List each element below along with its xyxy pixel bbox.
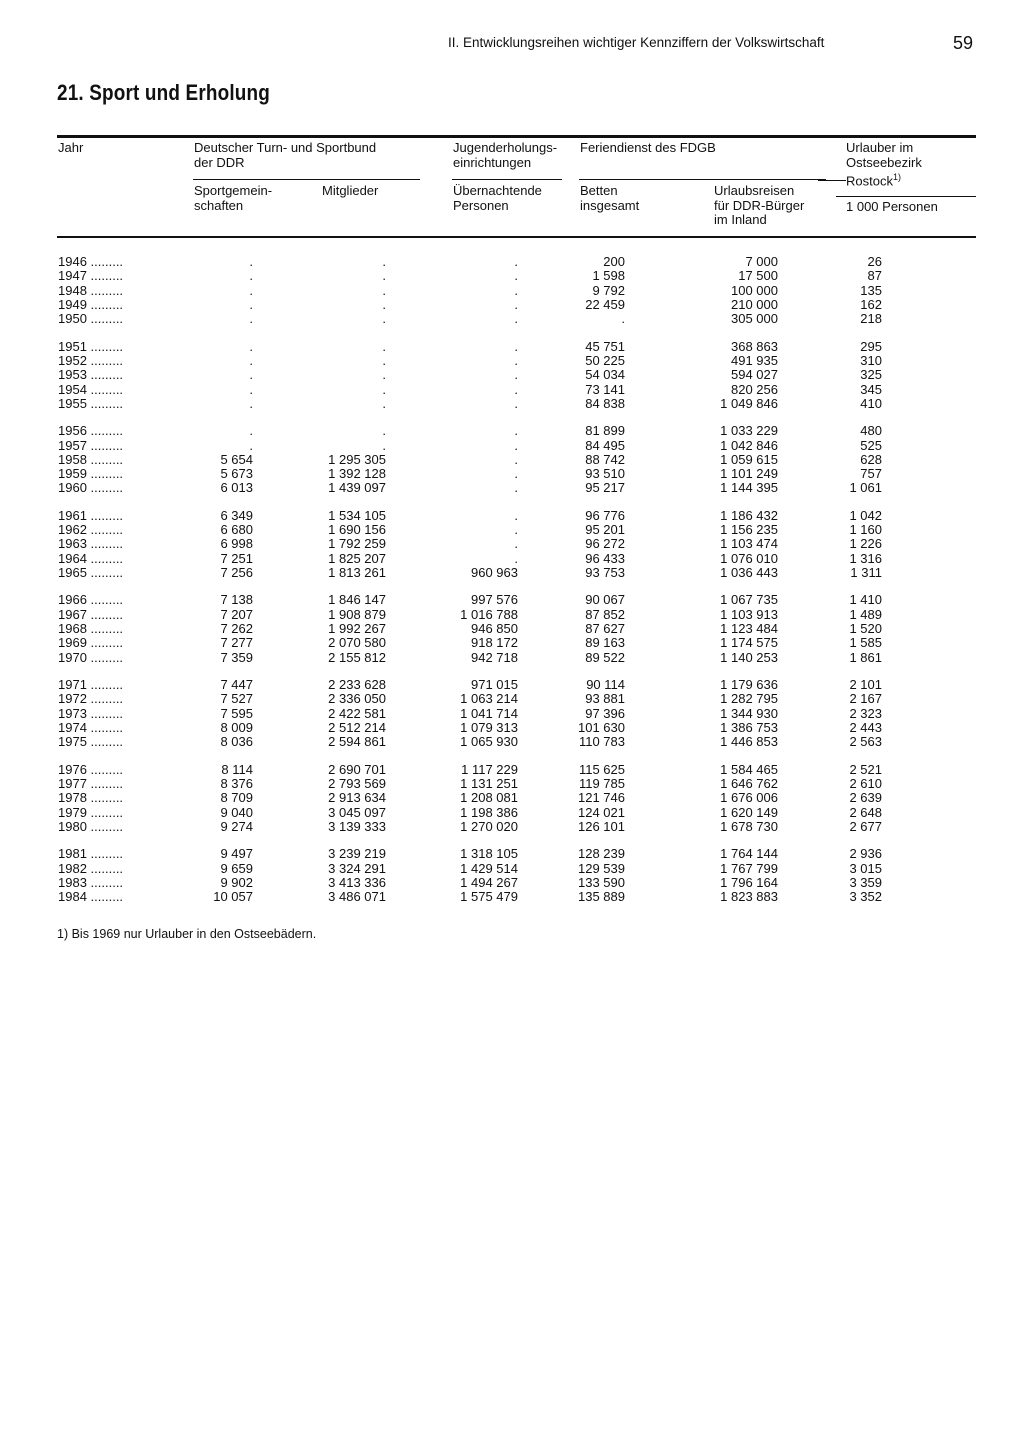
cell-uebernachtende: .	[514, 550, 518, 566]
cell-urlaubsreisen: 1 676 006	[720, 790, 778, 806]
cell-ostsee: 2 563	[849, 734, 882, 750]
header-betten: Betten insgesamt	[580, 183, 640, 213]
row-year: 1959 .........	[58, 466, 124, 482]
cell-ostsee: 135	[860, 282, 882, 298]
cell-urlaubsreisen: 1 076 010	[720, 550, 778, 566]
row-year: 1966 .........	[58, 592, 124, 608]
cell-mitglieder: 3 486 071	[328, 889, 386, 905]
cell-sportgemeinschaften: 8 009	[220, 719, 253, 735]
cell-betten: 110 783	[578, 734, 625, 750]
cell-ostsee: 26	[867, 254, 882, 269]
cell-betten: .	[621, 311, 625, 327]
cell-uebernachtende: .	[514, 282, 518, 298]
cell-sportgemeinschaften: 9 274	[220, 818, 253, 834]
cell-betten: 81 899	[585, 423, 625, 439]
cell-ostsee: 1 042	[849, 507, 882, 523]
row-year: 1975 .........	[58, 734, 124, 750]
cell-ostsee: 1 585	[849, 635, 882, 651]
row-year: 1968 .........	[58, 621, 124, 636]
cell-uebernachtende: .	[514, 437, 518, 453]
cell-ostsee: 1 316	[849, 550, 882, 566]
cell-ostsee: 218	[860, 311, 882, 327]
page-number: 59	[953, 33, 974, 53]
cell-mitglieder: 2 233 628	[328, 677, 386, 692]
row-year: 1974 .........	[58, 719, 124, 735]
row-year: 1977 .........	[58, 775, 124, 791]
cell-urlaubsreisen: 1 386 753	[720, 719, 778, 735]
cell-urlaubsreisen: 1 344 930	[720, 705, 778, 721]
cell-urlaubsreisen: 305 000	[731, 311, 778, 327]
cell-uebernachtende: 1 079 313	[460, 719, 518, 735]
cell-mitglieder: .	[382, 395, 386, 411]
header-ostsee	[846, 141, 922, 189]
cell-mitglieder: .	[382, 282, 386, 298]
row-year: 1958 .........	[58, 451, 124, 467]
cell-betten: 84 838	[585, 395, 625, 411]
cell-ostsee: 1 520	[849, 621, 882, 636]
cell-ostsee: 1 861	[849, 649, 882, 665]
cell-betten: 97 396	[585, 705, 625, 721]
cell-uebernachtende: .	[514, 268, 518, 284]
cell-sportgemeinschaften: 10 057	[213, 889, 253, 905]
cell-uebernachtende: .	[514, 296, 518, 312]
dtsb-rule	[193, 179, 420, 180]
cell-urlaubsreisen: 1 144 395	[720, 480, 778, 496]
cell-uebernachtende: 1 198 386	[460, 804, 518, 820]
cell-urlaubsreisen: 594 027	[731, 367, 778, 383]
cell-ostsee: 2 648	[849, 804, 882, 820]
cell-betten: 50 225	[585, 352, 625, 368]
cell-ostsee: 1 160	[849, 522, 882, 538]
cell-uebernachtende: 1 016 788	[460, 606, 518, 622]
ostsee-rule	[836, 196, 976, 197]
cell-uebernachtende: .	[514, 507, 518, 523]
cell-uebernachtende: .	[514, 480, 518, 496]
cell-urlaubsreisen: 1 584 465	[720, 761, 778, 777]
cell-urlaubsreisen: 491 935	[731, 352, 778, 368]
cell-urlaubsreisen: 1 823 883	[720, 889, 778, 905]
cell-betten: 95 217	[585, 480, 625, 496]
cell-urlaubsreisen: 100 000	[731, 282, 778, 298]
cell-mitglieder: 2 070 580	[328, 635, 386, 651]
cell-ostsee: 2 521	[849, 761, 882, 777]
header-urlaubsreisen: Urlaubsreisen für DDR-Bürger im Inland	[714, 183, 805, 227]
cell-betten: 90 067	[585, 592, 625, 608]
cell-betten: 88 742	[585, 451, 625, 467]
row-year: 1951 .........	[58, 338, 124, 354]
header-year: Jahr	[58, 140, 84, 155]
cell-ostsee: 480	[860, 423, 882, 439]
cell-sportgemeinschaften: 9 040	[220, 804, 253, 820]
cell-betten: 96 433	[585, 550, 625, 566]
cell-ostsee: 3 015	[849, 860, 882, 876]
cell-uebernachtende: 942 718	[471, 649, 518, 665]
cell-urlaubsreisen: 1 174 575	[720, 635, 778, 651]
cell-urlaubsreisen: 1 042 846	[720, 437, 778, 453]
cell-sportgemeinschaften: .	[249, 254, 253, 269]
cell-ostsee: 2 639	[849, 790, 882, 806]
cell-sportgemeinschaften: 5 654	[220, 451, 253, 467]
header-bottom-rule	[57, 236, 976, 238]
ostsee-rule-short	[818, 180, 846, 181]
row-year: 1972 .........	[58, 691, 124, 707]
cell-sportgemeinschaften: 7 138	[220, 592, 253, 608]
cell-uebernachtende: .	[514, 338, 518, 354]
jugend-rule	[452, 179, 562, 180]
cell-uebernachtende: 1 063 214	[460, 691, 518, 707]
cell-sportgemeinschaften: 8 376	[220, 775, 253, 791]
cell-sportgemeinschaften: 7 595	[220, 705, 253, 721]
cell-betten: 135 889	[578, 889, 625, 905]
cell-ostsee: 310	[860, 352, 882, 368]
cell-betten: 90 114	[586, 677, 625, 692]
row-year: 1955 .........	[58, 395, 124, 411]
cell-urlaubsreisen: 210 000	[731, 296, 778, 312]
cell-urlaubsreisen: 1 140 253	[720, 649, 778, 665]
row-year: 1954 .........	[58, 381, 124, 397]
cell-betten: 89 163	[585, 635, 625, 651]
cell-ostsee: 1 226	[849, 536, 882, 552]
row-year: 1949 .........	[58, 296, 124, 312]
cell-sportgemeinschaften: 7 359	[220, 649, 253, 665]
cell-uebernachtende: .	[514, 466, 518, 482]
cell-uebernachtende: 1 575 479	[460, 889, 518, 905]
cell-sportgemeinschaften: 6 349	[220, 507, 253, 523]
cell-uebernachtende: .	[514, 522, 518, 538]
cell-ostsee: 525	[860, 437, 882, 453]
cell-sportgemeinschaften: 7 251	[220, 550, 253, 566]
cell-uebernachtende: 1 318 105	[460, 846, 518, 862]
row-year: 1950 .........	[58, 311, 124, 327]
cell-ostsee: 2 677	[849, 818, 882, 834]
cell-uebernachtende: 1 041 714	[460, 705, 518, 721]
cell-sportgemeinschaften: .	[249, 282, 253, 298]
cell-urlaubsreisen: 1 036 443	[720, 565, 778, 580]
cell-urlaubsreisen: 1 796 164	[720, 874, 778, 890]
cell-urlaubsreisen: 368 863	[731, 338, 778, 354]
cell-uebernachtende: .	[514, 381, 518, 397]
cell-mitglieder: .	[382, 254, 386, 269]
header-fdgb: Feriendienst des FDGB	[580, 140, 716, 155]
cell-mitglieder: .	[382, 338, 386, 354]
cell-urlaubsreisen: 1 282 795	[720, 691, 778, 707]
cell-ostsee: 325	[860, 367, 882, 383]
row-year: 1957 .........	[58, 437, 124, 453]
cell-sportgemeinschaften: .	[249, 352, 253, 368]
cell-urlaubsreisen: 1 620 149	[720, 804, 778, 820]
row-year: 1983 .........	[58, 874, 124, 890]
cell-urlaubsreisen: 1 767 799	[720, 860, 778, 876]
cell-uebernachtende: 1 208 081	[460, 790, 518, 806]
cell-mitglieder: 3 324 291	[328, 860, 386, 876]
cell-uebernachtende: 1 270 020	[460, 818, 518, 834]
cell-ostsee: 410	[860, 395, 882, 411]
cell-mitglieder: 2 512 214	[328, 719, 386, 735]
cell-sportgemeinschaften: 7 277	[220, 635, 253, 651]
header-mitglieder: Mitglieder	[322, 183, 379, 198]
row-year: 1953 .........	[58, 367, 124, 383]
cell-sportgemeinschaften: 9 659	[220, 860, 253, 876]
cell-ostsee: 2 101	[849, 677, 882, 692]
cell-urlaubsreisen: 1 033 229	[720, 423, 778, 439]
cell-uebernachtende: .	[514, 536, 518, 552]
cell-sportgemeinschaften: .	[249, 367, 253, 383]
cell-sportgemeinschaften: 6 998	[220, 536, 253, 552]
cell-mitglieder: 1 439 097	[328, 480, 386, 496]
cell-ostsee: 1 311	[850, 565, 882, 580]
header-uebernachtende: Übernachtende Personen	[453, 183, 542, 213]
row-year: 1960 .........	[58, 480, 124, 496]
cell-mitglieder: 2 155 812	[328, 649, 386, 665]
cell-mitglieder: 2 793 569	[328, 775, 386, 791]
running-title: II. Entwicklungsreihen wichtiger Kennziffern der Volkswirtschaft	[448, 35, 825, 50]
cell-betten: 89 522	[585, 649, 625, 665]
row-year: 1969 .........	[58, 635, 124, 651]
row-year: 1948 .........	[58, 282, 124, 298]
cell-urlaubsreisen: 1 067 735	[720, 592, 778, 608]
cell-ostsee: 87	[867, 268, 882, 284]
cell-ostsee: 2 610	[849, 775, 882, 791]
cell-sportgemeinschaften: 7 207	[220, 606, 253, 622]
row-year: 1982 .........	[58, 860, 124, 876]
header-jugend: Jugenderholungs- einrichtungen	[453, 140, 558, 170]
cell-betten: 1 598	[592, 268, 625, 284]
cell-betten: 96 272	[585, 536, 625, 552]
cell-sportgemeinschaften: .	[249, 268, 253, 284]
cell-sportgemeinschaften: 9 902	[220, 874, 253, 890]
cell-sportgemeinschaften: 5 673	[220, 466, 253, 482]
header-sportgemeinschaften: Sportgemein- schaften	[194, 183, 273, 213]
row-year: 1961 .........	[58, 507, 124, 523]
footnote: 1) Bis 1969 nur Urlauber in den Ostseebädern.	[57, 927, 317, 941]
cell-ostsee: 1 410	[849, 592, 882, 608]
header-ostsee-label: Urlauber im Ostseebezirk Rostock	[846, 140, 922, 189]
cell-mitglieder: 1 534 105	[328, 507, 386, 523]
cell-mitglieder: 1 813 261	[328, 565, 386, 580]
cell-betten: 95 201	[585, 522, 625, 538]
cell-ostsee: 3 352	[849, 889, 882, 905]
cell-uebernachtende: 1 429 514	[460, 860, 518, 876]
cell-sportgemeinschaften: .	[249, 296, 253, 312]
row-year: 1973 .........	[58, 705, 124, 721]
cell-betten: 87 852	[585, 606, 625, 622]
cell-mitglieder: 2 594 861	[328, 734, 386, 750]
table-top-rule	[57, 135, 976, 138]
header-dtsb: Deutscher Turn- und Sportbund der DDR	[194, 140, 377, 170]
row-year: 1976 .........	[58, 761, 124, 777]
cell-ostsee: 2 936	[849, 846, 882, 862]
row-year: 1963 .........	[58, 536, 124, 552]
cell-betten: 133 590	[578, 874, 625, 890]
cell-betten: 9 792	[592, 282, 625, 298]
cell-uebernachtende: 918 172	[471, 635, 518, 651]
cell-mitglieder: 1 992 267	[328, 621, 386, 636]
cell-sportgemeinschaften: 8 114	[221, 761, 253, 777]
cell-mitglieder: 3 045 097	[328, 804, 386, 820]
row-year: 1956 .........	[58, 423, 124, 439]
row-year: 1965 .........	[58, 565, 124, 580]
cell-sportgemeinschaften: 6 013	[220, 480, 253, 496]
cell-ostsee: 295	[860, 338, 882, 354]
cell-urlaubsreisen: 1 179 636	[720, 677, 778, 692]
cell-mitglieder: .	[382, 437, 386, 453]
cell-ostsee: 2 323	[849, 705, 882, 721]
row-year: 1967 .........	[58, 606, 124, 622]
cell-betten: 200	[603, 254, 625, 269]
cell-betten: 73 141	[585, 381, 625, 397]
cell-betten: 45 751	[585, 338, 625, 354]
cell-mitglieder: .	[382, 296, 386, 312]
row-year: 1979 .........	[58, 804, 124, 820]
row-year: 1964 .........	[58, 550, 124, 566]
cell-uebernachtende: .	[514, 423, 518, 439]
cell-urlaubsreisen: 7 000	[745, 254, 778, 269]
row-year: 1980 .........	[58, 818, 124, 834]
cell-ostsee: 628	[860, 451, 882, 467]
cell-mitglieder: 1 295 305	[328, 451, 386, 467]
header-unit: 1 000 Personen	[846, 199, 938, 214]
cell-sportgemeinschaften: .	[249, 311, 253, 327]
cell-sportgemeinschaften: 7 447	[220, 677, 253, 692]
cell-sportgemeinschaften: 7 527	[220, 691, 253, 707]
cell-betten: 93 881	[585, 691, 625, 707]
cell-uebernachtende: 971 015	[471, 677, 518, 692]
cell-mitglieder: 1 846 147	[328, 592, 386, 608]
cell-betten: 121 746	[578, 790, 625, 806]
header-ostsee-note: 1)	[892, 172, 901, 182]
cell-uebernachtende: 1 065 930	[460, 734, 518, 750]
cell-mitglieder: 1 908 879	[328, 606, 386, 622]
row-year: 1981 .........	[58, 846, 124, 862]
cell-sportgemeinschaften: 6 680	[220, 522, 253, 538]
cell-mitglieder: 3 239 219	[328, 846, 386, 862]
cell-uebernachtende: 1 117 229	[461, 761, 518, 777]
cell-mitglieder: .	[382, 268, 386, 284]
cell-urlaubsreisen: 1 678 730	[720, 818, 778, 834]
cell-ostsee: 162	[860, 296, 882, 312]
cell-sportgemeinschaften: 7 256	[220, 565, 253, 580]
cell-betten: 54 034	[585, 367, 625, 383]
cell-uebernachtende: 1 131 251	[460, 775, 518, 791]
cell-sportgemeinschaften: 8 709	[220, 790, 253, 806]
cell-sportgemeinschaften: .	[249, 395, 253, 411]
cell-urlaubsreisen: 1 764 144	[720, 846, 778, 862]
cell-sportgemeinschaften: .	[249, 338, 253, 354]
cell-urlaubsreisen: 820 256	[731, 381, 778, 397]
cell-urlaubsreisen: 1 059 615	[720, 451, 778, 467]
cell-uebernachtende: .	[514, 254, 518, 269]
cell-betten: 93 753	[585, 565, 625, 580]
cell-betten: 115 625	[578, 761, 625, 777]
cell-mitglieder: 1 825 207	[328, 550, 386, 566]
cell-betten: 124 021	[578, 804, 625, 820]
cell-mitglieder: 2 690 701	[328, 761, 386, 777]
cell-urlaubsreisen: 1 646 762	[720, 775, 778, 791]
cell-mitglieder: 2 913 634	[328, 790, 386, 806]
cell-mitglieder: .	[382, 311, 386, 327]
row-year: 1984 .........	[58, 889, 124, 905]
cell-betten: 128 239	[578, 846, 625, 862]
fdgb-rule	[579, 179, 826, 180]
cell-uebernachtende: 1 494 267	[460, 874, 518, 890]
row-year: 1978 .........	[58, 790, 124, 806]
cell-urlaubsreisen: 1 103 913	[720, 606, 778, 622]
cell-mitglieder: .	[382, 367, 386, 383]
cell-uebernachtende: .	[514, 367, 518, 383]
cell-ostsee: 1 061	[849, 480, 882, 496]
cell-betten: 84 495	[585, 437, 625, 453]
cell-mitglieder: 3 139 333	[328, 818, 386, 834]
cell-ostsee: 3 359	[849, 874, 882, 890]
cell-betten: 93 510	[585, 466, 625, 482]
row-year: 1946 .........	[58, 254, 124, 269]
cell-urlaubsreisen: 1 101 249	[720, 466, 778, 482]
cell-urlaubsreisen: 1 049 846	[720, 395, 778, 411]
cell-urlaubsreisen: 17 500	[738, 268, 778, 284]
cell-mitglieder: 1 392 128	[328, 466, 386, 482]
cell-betten: 119 785	[578, 775, 625, 791]
cell-uebernachtende: 997 576	[471, 592, 518, 608]
cell-mitglieder: .	[382, 352, 386, 368]
cell-uebernachtende: 946 850	[471, 621, 518, 636]
cell-betten: 101 630	[578, 719, 625, 735]
cell-sportgemeinschaften: .	[249, 381, 253, 397]
cell-urlaubsreisen: 1 123 484	[720, 621, 778, 636]
cell-urlaubsreisen: 1 156 235	[720, 522, 778, 538]
cell-urlaubsreisen: 1 446 853	[720, 734, 778, 750]
cell-urlaubsreisen: 1 186 432	[720, 507, 778, 523]
cell-ostsee: 1 489	[849, 606, 882, 622]
cell-uebernachtende: 960 963	[471, 565, 518, 580]
cell-ostsee: 345	[860, 381, 882, 397]
cell-ostsee: 757	[860, 466, 882, 482]
cell-sportgemeinschaften: 7 262	[220, 621, 253, 636]
cell-mitglieder: 1 690 156	[328, 522, 386, 538]
cell-betten: 22 459	[585, 296, 625, 312]
cell-uebernachtende: .	[514, 352, 518, 368]
cell-mitglieder: 2 422 581	[328, 705, 386, 721]
cell-ostsee: 2 167	[849, 691, 882, 707]
cell-sportgemeinschaften: .	[249, 423, 253, 439]
cell-uebernachtende: .	[514, 311, 518, 327]
row-year: 1952 .........	[58, 352, 124, 368]
cell-mitglieder: 2 336 050	[328, 691, 386, 707]
cell-mitglieder: .	[382, 381, 386, 397]
row-year: 1947 .........	[58, 268, 124, 284]
section-title: 21. Sport und Erholung	[57, 80, 270, 105]
cell-sportgemeinschaften: 9 497	[220, 846, 253, 862]
cell-mitglieder: .	[382, 423, 386, 439]
cell-betten: 126 101	[578, 818, 625, 834]
cell-sportgemeinschaften: 8 036	[220, 734, 253, 750]
cell-mitglieder: 1 792 259	[328, 536, 386, 552]
cell-uebernachtende: .	[514, 395, 518, 411]
cell-betten: 129 539	[578, 860, 625, 876]
cell-betten: 87 627	[585, 621, 625, 636]
row-year: 1971 .........	[58, 677, 124, 692]
cell-ostsee: 2 443	[849, 719, 882, 735]
row-year: 1970 .........	[58, 649, 124, 665]
cell-uebernachtende: .	[514, 451, 518, 467]
cell-sportgemeinschaften: .	[249, 437, 253, 453]
row-year: 1962 .........	[58, 522, 124, 538]
cell-mitglieder: 3 413 336	[328, 874, 386, 890]
cell-urlaubsreisen: 1 103 474	[720, 536, 778, 552]
cell-betten: 96 776	[585, 507, 625, 523]
